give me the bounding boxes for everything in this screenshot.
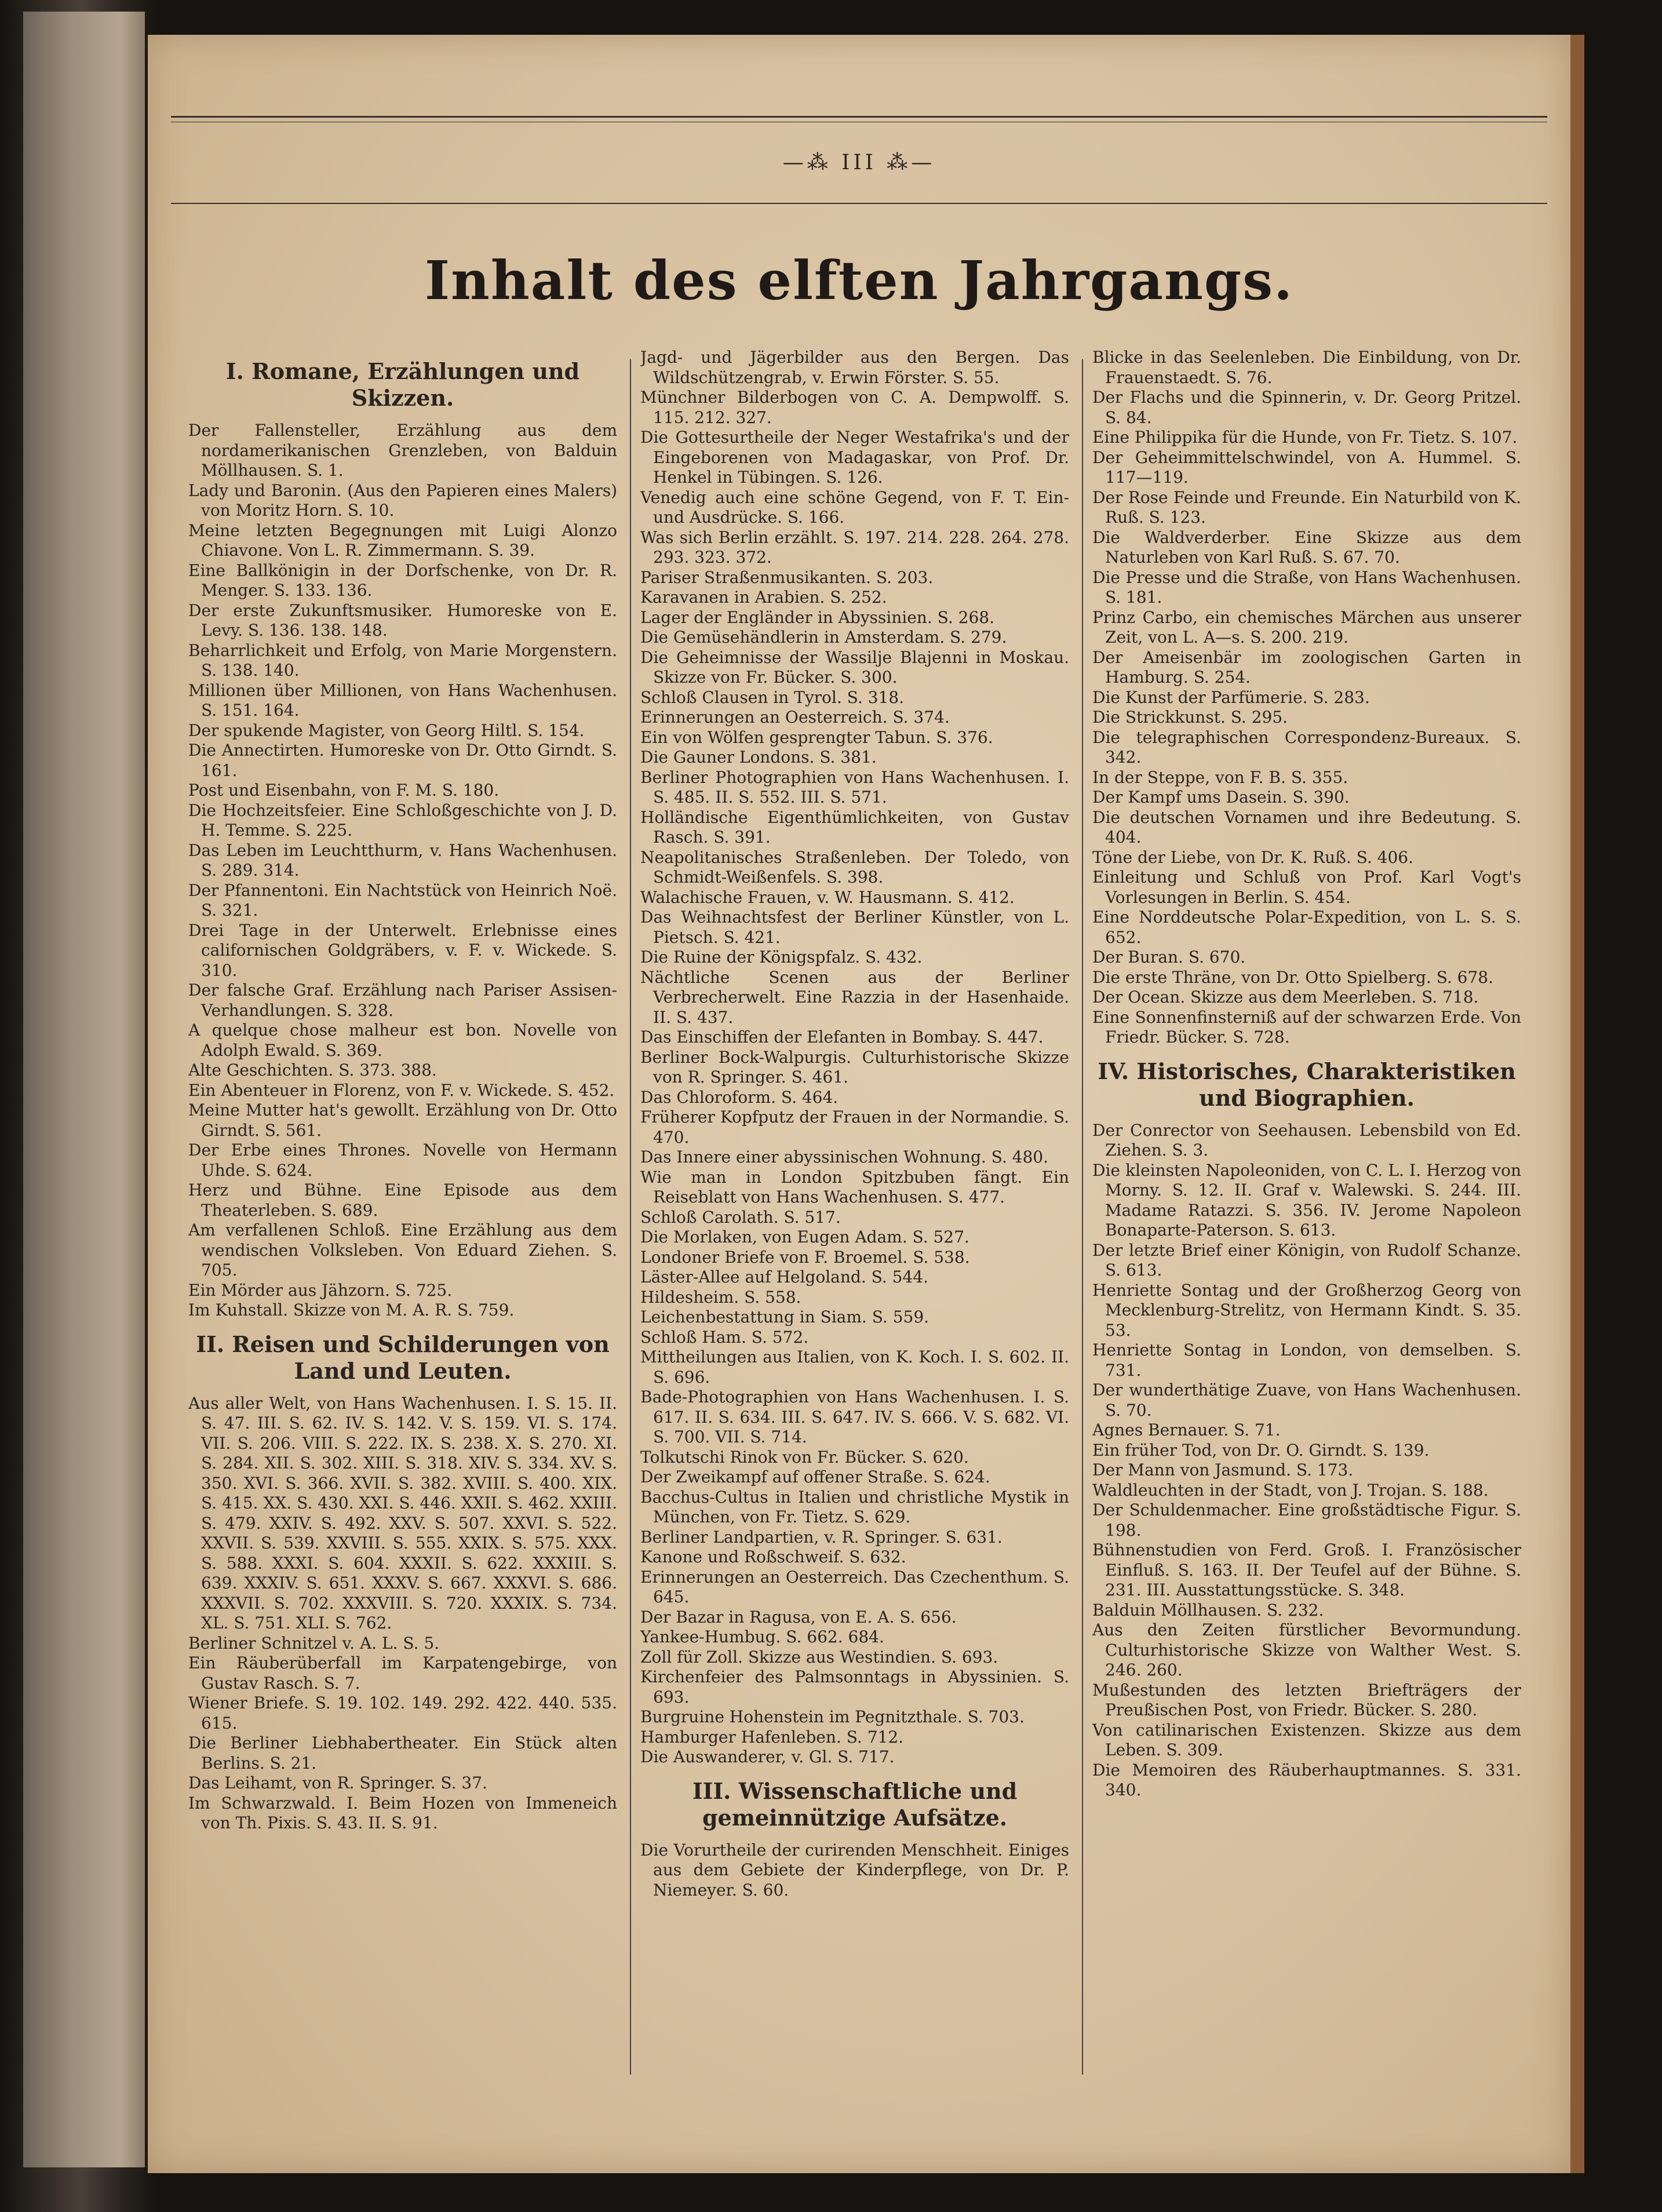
toc-entry: Die Memoiren des Räuberhauptmannes. S. 331. 340. bbox=[1092, 1760, 1521, 1799]
toc-entry: Der Fallensteller, Erzählung aus dem nordamerikanischen Grenzleben, von Balduin Möllhausen. S. 1. bbox=[188, 421, 617, 480]
toc-entry: Der spukende Magister, von Georg Hiltl. S. 154. bbox=[188, 720, 585, 740]
toc-entry: Eine Norddeutsche Polar-Expedition, von L. S. S. 652. bbox=[1092, 908, 1521, 947]
toc-entry: Der Erbe eines Thrones. Novelle von Hermann Uhde. S. 624. bbox=[188, 1140, 617, 1180]
toc-entry: Münchner Bilderbogen von C. A. Dempwolff. S. 115. 212. 327. bbox=[640, 388, 1069, 427]
toc-entry: Einleitung und Schluß von Prof. Karl Vogt's Vorlesungen in Berlin. S. 454. bbox=[1092, 868, 1521, 907]
toc-entry: Pariser Straßenmusikanten. S. 203. bbox=[640, 567, 934, 587]
toc-entry: Venedig auch eine schöne Gegend, von F. T. Ein- und Ausdrücke. S. 166. bbox=[640, 487, 1069, 527]
toc-entry: Der falsche Graf. Erzählung nach Pariser Assisen-Verhandlungen. S. 328. bbox=[188, 981, 617, 1020]
toc-entry: Lager der Engländer in Abyssinien. S. 268. bbox=[640, 607, 994, 627]
toc-entry: Der Kampf ums Dasein. S. 390. bbox=[1092, 788, 1350, 807]
toc-entry: Post und Eisenbahn, von F. M. S. 180. bbox=[188, 781, 500, 800]
document-page bbox=[148, 35, 1584, 2173]
toc-entry: Millionen über Millionen, von Hans Wachenhusen. S. 151. 164. bbox=[188, 680, 617, 720]
left-page-sliver bbox=[23, 12, 145, 2167]
toc-entry: Von catilinarischen Existenzen. Skizze aus dem Leben. S. 309. bbox=[1092, 1720, 1521, 1759]
column-right bbox=[1092, 348, 1521, 2104]
toc-entry: Berliner Schnitzel v. A. L. S. 5. bbox=[188, 1633, 440, 1653]
toc-entry: Bühnenstudien von Ferd. Groß. I. Französischer Einfluß. S. 163. II. Der Teufel auf der Bühne. S. 231. III. Ausstattungsstücke. S. 348. bbox=[1092, 1540, 1521, 1599]
toc-entry: Die Ruine der Königspfalz. S. 432. bbox=[640, 948, 923, 967]
toc-entry: Jagd- und Jägerbilder aus den Bergen. Das Wildschützengrab, v. Erwin Förster. S. 55. bbox=[640, 348, 1069, 387]
toc-entry: Berliner Landpartien, v. R. Springer. S. 631. bbox=[640, 1527, 1003, 1547]
section-4-entries bbox=[1092, 1121, 1521, 1801]
toc-entry: Beharrlichkeit und Erfolg, von Marie Morgenstern. S. 138. 140. bbox=[188, 640, 617, 680]
toc-entry: Berliner Bock-Walpurgis. Culturhistorische Skizze von R. Springer. S. 461. bbox=[640, 1047, 1069, 1087]
toc-entry: Der Conrector von Seehausen. Lebensbild von Ed. Ziehen. S. 3. bbox=[1092, 1120, 1521, 1160]
toc-entry: Wie man in London Spitzbuben fängt. Ein Reiseblatt von Hans Wachenhusen. S. 477. bbox=[640, 1167, 1069, 1207]
toc-entry: Drei Tage in der Unterwelt. Erlebnisse eines californischen Goldgräbers, v. F. v. Wickede. S. 310. bbox=[188, 920, 617, 980]
toc-entry: Das Chloroform. S. 464. bbox=[640, 1087, 839, 1107]
toc-entry: Aus den Zeiten fürstlicher Bevormundung. Culturhistorische Skizze von Walther West. S. 246. 260. bbox=[1092, 1620, 1521, 1679]
toc-entry: Der Ameisenbär im zoologischen Garten in Hamburg. S. 254. bbox=[1092, 647, 1521, 687]
toc-entry: Die Kunst der Parfümerie. S. 283. bbox=[1092, 687, 1370, 707]
toc-entry: Schloß Carolath. S. 517. bbox=[640, 1207, 841, 1227]
toc-entry: Neapolitanisches Straßenleben. Der Toledo, von Schmidt-Weißenfels. S. 398. bbox=[640, 847, 1069, 887]
toc-entry: Berliner Photographien von Hans Wachenhusen. I. S. 485. II. S. 552. III. S. 571. bbox=[640, 767, 1069, 807]
toc-entry: Schloß Ham. S. 572. bbox=[640, 1327, 809, 1347]
toc-entry: Töne der Liebe, von Dr. K. Ruß. S. 406. bbox=[1092, 847, 1413, 867]
toc-entry: Der Bazar in Ragusa, von E. A. S. 656. bbox=[640, 1607, 957, 1627]
toc-entry: Am verfallenen Schloß. Eine Erzählung aus dem wendischen Volksleben. Von Eduard Ziehen. S. 705. bbox=[188, 1220, 617, 1280]
section-2-entries-part1 bbox=[188, 1394, 617, 1834]
toc-entry: Der Schuldenmacher. Eine großstädtische Figur. S. 198. bbox=[1092, 1500, 1521, 1540]
toc-entry: Die Annectirten. Humoreske von Dr. Otto Girndt. S. 161. bbox=[188, 741, 617, 780]
toc-entry: Blicke in das Seelenleben. Die Einbildung, von Dr. Frauenstaedt. S. 76. bbox=[1092, 348, 1521, 387]
page-title: Inhalt des elften Jahrgangs. bbox=[424, 249, 1294, 312]
toc-entry: Der erste Zukunftsmusiker. Humoreske von E. Levy. S. 136. 138. 148. bbox=[188, 600, 617, 640]
toc-entry: Zoll für Zoll. Skizze aus Westindien. S. 693. bbox=[640, 1647, 998, 1667]
toc-entry: Der letzte Brief einer Königin, von Rudolf Schanze. S. 613. bbox=[1092, 1240, 1521, 1280]
toc-entry: In der Steppe, von F. B. S. 355. bbox=[1092, 767, 1348, 787]
toc-entry: Ein früher Tod, von Dr. O. Girndt. S. 139. bbox=[1092, 1440, 1430, 1460]
toc-entry: Die Strickkunst. S. 295. bbox=[1092, 708, 1288, 727]
toc-entry: Erinnerungen an Oesterreich. Das Czechenthum. S. 645. bbox=[640, 1567, 1069, 1606]
toc-entry: Die Presse und die Straße, von Hans Wachenhusen. S. 181. bbox=[1092, 567, 1521, 607]
toc-entry: Karavanen in Arabien. S. 252. bbox=[640, 588, 887, 607]
header-rule bbox=[171, 203, 1547, 204]
toc-entry: Londoner Briefe von F. Broemel. S. 538. bbox=[640, 1247, 970, 1267]
toc-entry: Die Vorurtheile der curirenden Menschheit. Einiges aus dem Gebiete der Kinderpflege, von Dr. P. Niemeyer. S. 60. bbox=[640, 1840, 1069, 1900]
toc-entry: Bade-Photographien von Hans Wachenhusen. I. S. 617. II. S. 634. III. S. 647. IV. S. 666. V. S. 682. VI. S. 700. VII. S. 714. bbox=[640, 1387, 1069, 1446]
toc-entry: Henriette Sontag und der Großherzog Georg von Mecklenburg-Strelitz, von Hermann Kindt. S. 35. 53. bbox=[1092, 1280, 1521, 1340]
toc-entry: Die Gottesurtheile der Neger Westafrika's und der Eingeborenen von Madagaskar, von Prof. Dr. Henkel in Tübingen. S. 126. bbox=[640, 428, 1069, 487]
section-1-entries bbox=[188, 421, 617, 1321]
toc-entry: Die Morlaken, von Eugen Adam. S. 527. bbox=[640, 1227, 970, 1247]
toc-entry: Meine Mutter hat's gewollt. Erzählung von Dr. Otto Girndt. S. 561. bbox=[188, 1100, 617, 1140]
section-heading: IV. Historisches, Charakteristiken und Biographien. bbox=[1098, 1058, 1516, 1111]
toc-entry: Das Leihamt, von R. Springer. S. 37. bbox=[188, 1773, 487, 1792]
toc-entry: Die Hochzeitsfeier. Eine Schloßgeschichte von J. D. H. Temme. S. 225. bbox=[188, 800, 617, 840]
toc-entry: Balduin Möllhausen. S. 232. bbox=[1092, 1600, 1324, 1620]
toc-entry: Der Rose Feinde und Freunde. Ein Naturbild von K. Ruß. S. 123. bbox=[1092, 487, 1521, 527]
toc-entry: Henriette Sontag in London, von demselben. S. 731. bbox=[1092, 1340, 1521, 1380]
toc-entry: Kanone und Roßschweif. S. 632. bbox=[640, 1547, 906, 1566]
toc-entry: Die Berliner Liebhabertheater. Ein Stück alten Berlins. S. 21. bbox=[188, 1733, 617, 1773]
toc-entry: Meine letzten Begegnungen mit Luigi Alonzo Chiavone. Von L. R. Zimmermann. S. 39. bbox=[188, 520, 617, 560]
toc-entry: Aus aller Welt, von Hans Wachenhusen. I. S. 15. II. S. 47. III. S. 62. IV. S. 142. V. S. 159. VI. S. 174. VII. S. 206. VIII. S. 222. IX. S. 238. X. S. 270. XI. S. 284. XII. S. 302. XIII. S. 318. XIV. S. 334. XV. S. 350. XVI. S. 366. XVII. S. 382. XVIII. S. 400. XIX. S. 415. XX. S. 430. XXI. S. 446. XXII. S. 462. XXIII. S. 479. XXIV. S. 492. XXV. S. 507. XXVI. S. 522. XXVII. S. 539. XXVIII. S. 555. XXIX. S. 575. XXX. S. 588. XXXI. S. 604. XXXII. S. 622. XXXIII. S. 639. XXXIV. S. 651. XXXV. S. 667. XXXVI. S. 686. XXXVII. S. 702. XXXVIII. S. 720. XXXIX. S. 734. XL. S. 751. XLI. S. 762. bbox=[188, 1393, 617, 1632]
toc-entry: Alte Geschichten. S. 373. 388. bbox=[188, 1061, 437, 1080]
toc-entry: Wiener Briefe. S. 19. 102. 149. 292. 422. 440. 535. 615. bbox=[188, 1693, 617, 1733]
toc-entry: Früherer Kopfputz der Frauen in der Normandie. S. 470. bbox=[640, 1107, 1069, 1147]
toc-entry: Ein Mörder aus Jähzorn. S. 725. bbox=[188, 1280, 453, 1300]
toc-entry: Der Ocean. Skizze aus dem Meerleben. S. 718. bbox=[1092, 987, 1479, 1007]
toc-entry: Der Pfannentoni. Ein Nachtstück von Heinrich Noë. S. 321. bbox=[188, 880, 617, 920]
toc-entry: Erinnerungen an Oesterreich. S. 374. bbox=[640, 708, 950, 727]
column-divider bbox=[630, 359, 631, 2075]
toc-entry: Die kleinsten Napoleoniden, von C. L. I. Herzog von Morny. S. 12. II. Graf v. Walewski. S. 244. III. Madame Ratazzi. S. 356. IV. Jerome Napoleon Bonaparte-Paterson. S. 613. bbox=[1092, 1160, 1521, 1240]
toc-entry: Mittheilungen aus Italien, von K. Koch. I. S. 602. II. S. 696. bbox=[640, 1347, 1069, 1387]
toc-entry: Im Kuhstall. Skizze von M. A. R. S. 759. bbox=[188, 1300, 515, 1320]
toc-entry: Kirchenfeier des Palmsonntags in Abyssinien. S. 693. bbox=[640, 1667, 1069, 1707]
column-divider bbox=[1082, 359, 1083, 2075]
toc-entry: Leichenbestattung in Siam. S. 559. bbox=[640, 1307, 930, 1327]
toc-entry: Agnes Bernauer. S. 71. bbox=[1092, 1420, 1281, 1440]
toc-entry: Ein Räuberüberfall im Karpatengebirge, von Gustav Rasch. S. 7. bbox=[188, 1653, 617, 1693]
toc-entry: Ein von Wölfen gesprengter Tabun. S. 376. bbox=[640, 727, 993, 747]
toc-entry: Nächtliche Scenen aus der Berliner Verbrecherwelt. Eine Razzia in der Hasenhaide. II. S. 437. bbox=[640, 967, 1069, 1027]
toc-entry: Holländische Eigenthümlichkeiten, von Gustav Rasch. S. 391. bbox=[640, 807, 1069, 847]
section-heading: II. Reisen und Schilderungen von Land und Leuten. bbox=[196, 1331, 610, 1384]
section-3-entries-part2 bbox=[1092, 348, 1521, 1048]
section-heading: I. Romane, Erzählungen und Skizzen. bbox=[225, 358, 580, 411]
toc-entry: Hildesheim. S. 558. bbox=[640, 1287, 801, 1307]
toc-entry: Der Zweikampf auf offener Straße. S. 624. bbox=[640, 1467, 990, 1486]
toc-entry: Die deutschen Vornamen und ihre Bedeutung. S. 404. bbox=[1092, 807, 1521, 847]
toc-entry: Der Flachs und die Spinnerin, v. Dr. Georg Pritzel. S. 84. bbox=[1092, 388, 1521, 427]
toc-entry: Hamburger Hafenleben. S. 712. bbox=[640, 1727, 904, 1747]
top-rule bbox=[171, 116, 1547, 118]
toc-entry: Die Gemüsehändlerin in Amsterdam. S. 279. bbox=[640, 628, 1007, 647]
column-left bbox=[188, 348, 617, 2104]
toc-entry: Lady und Baronin. (Aus den Papieren eines Malers) von Moritz Horn. S. 10. bbox=[188, 480, 617, 520]
page-number: —⁂ III ⁂— bbox=[782, 151, 936, 174]
toc-entry: Das Weihnachtsfest der Berliner Künstler, von L. Pietsch. S. 421. bbox=[640, 908, 1069, 947]
contents-columns bbox=[188, 348, 1533, 2104]
toc-entry: Was sich Berlin erzählt. S. 197. 214. 228. 264. 278. 293. 323. 372. bbox=[640, 527, 1069, 567]
toc-entry: Schloß Clausen in Tyrol. S. 318. bbox=[640, 687, 904, 707]
toc-entry: Die telegraphischen Correspondenz-Bureaux. S. 342. bbox=[1092, 727, 1521, 767]
toc-entry: Bacchus-Cultus in Italien und christliche Mystik in München, von Fr. Tietz. S. 629. bbox=[640, 1487, 1069, 1526]
toc-entry: A quelque chose malheur est bon. Novelle von Adolph Ewald. S. 369. bbox=[188, 1021, 617, 1060]
toc-entry: Yankee-Humbug. S. 662. 684. bbox=[640, 1627, 884, 1646]
toc-entry: Im Schwarzwald. I. Beim Hozen von Immeneich von Th. Pixis. S. 43. II. S. 91. bbox=[188, 1793, 617, 1832]
toc-entry: Die Gauner Londons. S. 381. bbox=[640, 748, 877, 767]
toc-entry: Die Waldverderber. Eine Skizze aus dem Naturleben von Karl Ruß. S. 67. 70. bbox=[1092, 527, 1521, 567]
toc-entry: Eine Philippika für die Hunde, von Fr. Tietz. S. 107. bbox=[1092, 428, 1518, 447]
toc-entry: Das Leben im Leuchtthurm, v. Hans Wachenhusen. S. 289. 314. bbox=[188, 840, 617, 880]
toc-entry: Die Geheimnisse der Wassilje Blajenni in Moskau. Skizze von Fr. Bücker. S. 300. bbox=[640, 647, 1069, 687]
toc-entry: Das Innere einer abyssinischen Wohnung. S. 480. bbox=[640, 1147, 1049, 1167]
toc-entry: Der Buran. S. 670. bbox=[1092, 948, 1246, 967]
toc-entry: Der wunderthätige Zuave, von Hans Wachenhusen. S. 70. bbox=[1092, 1380, 1521, 1420]
section-3-entries-part1 bbox=[640, 1841, 1069, 1901]
toc-entry: Walachische Frauen, v. W. Hausmann. S. 412. bbox=[640, 887, 1015, 907]
section-2-entries-part2 bbox=[640, 348, 1069, 1768]
column-middle bbox=[640, 348, 1069, 2104]
toc-entry: Waldleuchten in der Stadt, von J. Trojan. S. 188. bbox=[1092, 1480, 1489, 1500]
toc-entry: Burgruine Hohenstein im Pegnitzthale. S. 703. bbox=[640, 1707, 1025, 1726]
toc-entry: Die Auswanderer, v. Gl. S. 717. bbox=[640, 1747, 895, 1766]
toc-entry: Der Geheimmittelschwindel, von A. Hummel. S. 117—119. bbox=[1092, 447, 1521, 487]
toc-entry: Läster-Allee auf Helgoland. S. 544. bbox=[640, 1267, 928, 1287]
section-heading: III. Wissenschaftliche und gemeinnützige Aufsätze. bbox=[692, 1777, 1018, 1831]
toc-entry: Eine Sonnenfinsterniß auf der schwarzen Erde. Von Friedr. Bücker. S. 728. bbox=[1092, 1007, 1521, 1047]
toc-entry: Herz und Bühne. Eine Episode aus dem Theaterleben. S. 689. bbox=[188, 1180, 617, 1220]
toc-entry: Prinz Carbo, ein chemisches Märchen aus unserer Zeit, von L. A—s. S. 200. 219. bbox=[1092, 607, 1521, 647]
toc-entry: Eine Ballkönigin in der Dorfschenke, von Dr. R. Menger. S. 133. 136. bbox=[188, 560, 617, 600]
toc-entry: Der Mann von Jasmund. S. 173. bbox=[1092, 1460, 1354, 1479]
toc-entry: Mußestunden des letzten Briefträgers der Preußischen Post, von Friedr. Bücker. S. 280. bbox=[1092, 1680, 1521, 1719]
toc-entry: Die erste Thräne, von Dr. Otto Spielberg. S. 678. bbox=[1092, 967, 1494, 987]
toc-entry: Tolkutschi Rinok von Fr. Bücker. S. 620. bbox=[640, 1447, 969, 1467]
toc-entry: Ein Abenteuer in Florenz, von F. v. Wickede. S. 452. bbox=[188, 1080, 615, 1100]
toc-entry: Das Einschiffen der Elefanten in Bombay. S. 447. bbox=[640, 1027, 1044, 1047]
